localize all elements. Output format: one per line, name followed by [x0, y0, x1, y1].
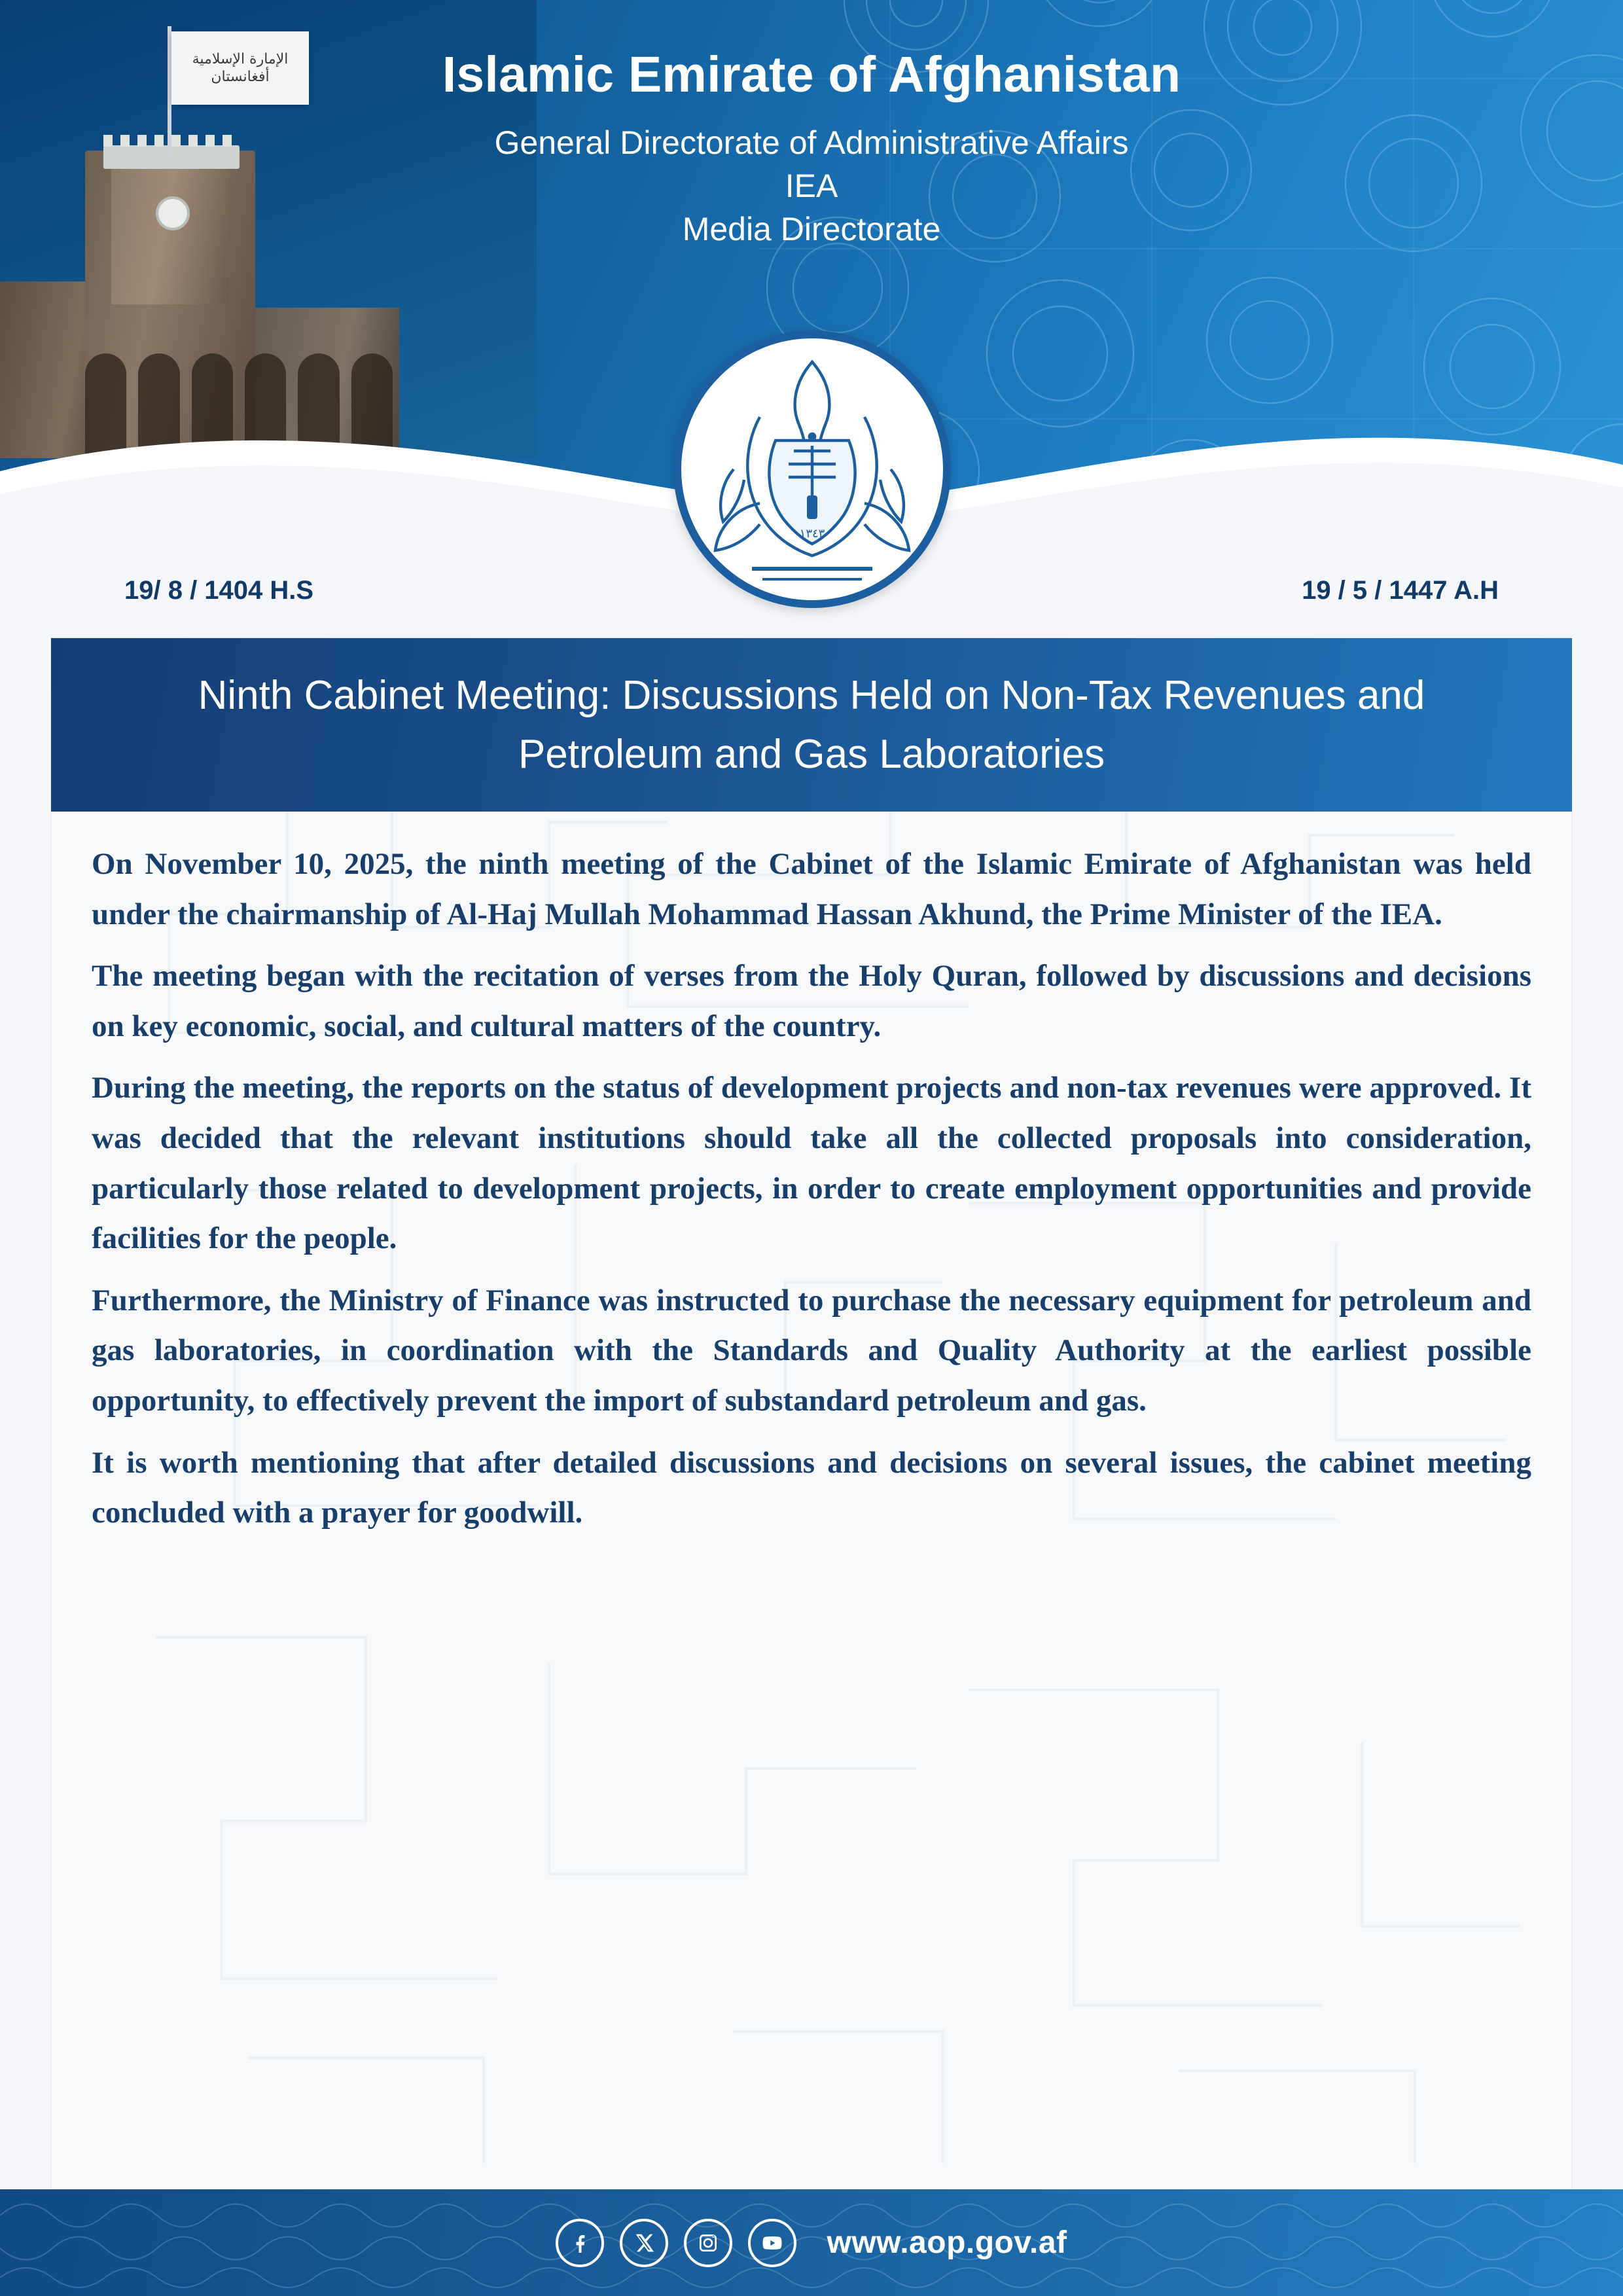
article-card	[51, 638, 1572, 2189]
header-subtitle-line-2: IEA	[785, 168, 838, 204]
header-subtitle-line-3: Media Directorate	[682, 211, 941, 247]
youtube-icon[interactable]	[748, 2219, 796, 2267]
article-paragraph: On November 10, 2025, the ninth meeting of the Cabinet of the Islamic Emirate of Afghanistan was held under the chairmanship of Al-Haj Mullah Mohammad Hassan Akhund, the Prime Minister of the IEA.	[92, 847, 1531, 931]
instagram-icon[interactable]	[684, 2219, 732, 2267]
solar-date: 19/ 8 / 1404 H.S	[124, 576, 314, 605]
website-url[interactable]: www.aop.gov.af	[827, 2225, 1067, 2260]
date-row	[0, 576, 1623, 615]
article-paragraph: Furthermore, the Ministry of Finance was instructed to purchase the necessary equipment for petroleum and gas laboratories, in coordination with the Standards and Quality Authority at the earliest possible opportunity, to effectively prevent the import of substandard petroleum and gas.	[92, 1283, 1531, 1418]
flag-inscription: الإمارة الإسلامية أفغانستان	[192, 50, 289, 85]
footer-ornament-pattern	[0, 2189, 1623, 2296]
headline-text: Ninth Cabinet Meeting: Discussions Held on Non-Tax Revenues and Petroleum and Gas Laboratories	[198, 672, 1425, 777]
page-title: Islamic Emirate of Afghanistan	[442, 46, 1181, 103]
header-subtitle-line-1: General Directorate of Administrative Affairs	[494, 124, 1129, 161]
article-body	[51, 812, 1572, 1550]
article-paragraph: The meeting began with the recitation of verses from the Holy Quran, followed by discussions and decisions on key economic, social, and cultural matters of the country.	[92, 959, 1531, 1043]
article-headline	[51, 638, 1572, 812]
article-paragraph: During the meeting, the reports on the status of development projects and non-tax revenues were approved. It was decided that the relevant institutions should take all the collected proposals into consideration, particularly those related to development projects, in order to create employment opportunities and provide facilities for the people.	[92, 1071, 1531, 1256]
facebook-icon[interactable]	[556, 2219, 604, 2267]
poster-footer	[0, 2189, 1623, 2296]
svg-text:١٣٤٣: ١٣٤٣	[799, 527, 825, 541]
article-paragraph: It is worth mentioning that after detailed discussions and decisions on several issues, the cabinet meeting concluded with a prayer for goodwill.	[92, 1445, 1531, 1530]
lunar-date: 19 / 5 / 1447 A.H	[1302, 576, 1499, 605]
national-emblem-icon	[673, 331, 951, 608]
x-twitter-icon[interactable]	[620, 2219, 668, 2267]
